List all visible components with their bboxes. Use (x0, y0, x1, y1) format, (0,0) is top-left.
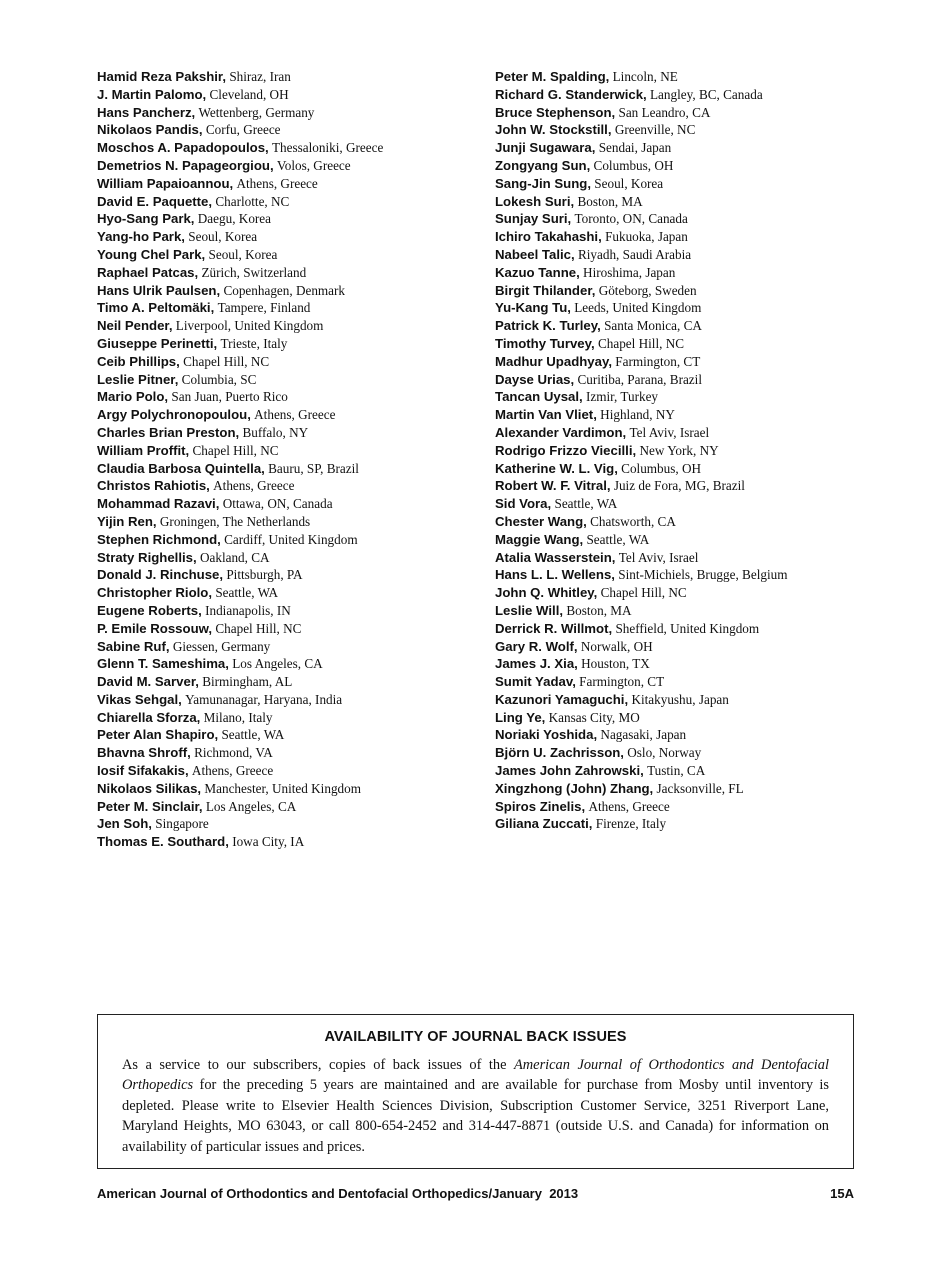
reviewer-name: Argy Polychronopoulou, (97, 407, 251, 423)
reviewer-name: Spiros Zinelis, (495, 798, 586, 814)
reviewer-location: Iowa City, IA (232, 834, 305, 850)
reviewer-entry (97, 762, 477, 780)
reviewer-name: Nikolaos Silikas, (97, 780, 202, 796)
reviewer-entry (97, 549, 477, 567)
reviewer-name: Demetrios N. Papageorgiou, (97, 157, 274, 173)
reviewer-name: Jen Soh, (97, 816, 152, 832)
reviewer-location: Athens, Greece (254, 407, 336, 423)
footer-journal-issue: American Journal of Orthodontics and Dentofacial Orthopedics/January 2013 (97, 1186, 579, 1201)
reviewer-location: Houston, TX (581, 656, 650, 672)
reviewer-location: Daegu, Korea (197, 211, 272, 227)
reviewer-entry (97, 246, 477, 264)
reviewer-entry (97, 744, 477, 762)
reviewer-location: Chapel Hill, NC (192, 442, 279, 458)
reviewer-entry (97, 673, 477, 691)
notice-title: AVAILABILITY OF JOURNAL BACK ISSUES (324, 1029, 627, 1045)
reviewer-name: William Papaioannou, (97, 175, 234, 191)
reviewer-location: Chapel Hill, NC (215, 620, 302, 636)
reviewer-location: Athens, Greece (213, 478, 295, 494)
reviewer-name: Ceib Phillips, (97, 353, 180, 369)
reviewer-entry (97, 68, 477, 86)
reviewer-entry (495, 691, 875, 709)
reviewer-entry (495, 104, 875, 122)
reviewer-name: Alexander Vardimon, (495, 424, 627, 440)
reviewer-location: Highland, NY (600, 407, 675, 423)
reviewer-name: Peter Alan Shapiro, (97, 727, 219, 743)
reviewer-entry (495, 424, 875, 442)
reviewer-entry (495, 68, 875, 86)
notice-text-before: As a service to our subscribers, copies of back issues of the (122, 1057, 514, 1073)
reviewer-name: David E. Paquette, (97, 193, 213, 209)
reviewer-location: Seoul, Korea (208, 246, 278, 262)
reviewer-location: Juiz de Fora, MG, Brazil (613, 478, 745, 494)
reviewer-entry (97, 264, 477, 282)
reviewer-entry (97, 406, 477, 424)
reviewer-list-right (495, 68, 875, 833)
reviewer-name: Claudia Barbosa Quintella, (97, 460, 265, 476)
reviewer-entry (495, 299, 875, 317)
reviewer-name: Madhur Upadhyay, (495, 353, 612, 369)
reviewer-entry (97, 620, 477, 638)
reviewer-entry (97, 210, 477, 228)
reviewer-location: Tel Aviv, Israel (618, 549, 699, 565)
reviewer-entry (97, 691, 477, 709)
reviewer-location: Seattle, WA (215, 585, 279, 601)
reviewer-entry (495, 655, 875, 673)
reviewer-name: Stephen Richmond, (97, 531, 221, 547)
reviewer-location: Seattle, WA (554, 496, 618, 512)
reviewer-location: Charlotte, NC (215, 193, 290, 209)
reviewer-name: Dayse Urias, (495, 371, 575, 387)
reviewer-entry (97, 193, 477, 211)
reviewer-location: Nagasaki, Japan (600, 727, 687, 743)
reviewer-location: Yamunanagar, Haryana, India (185, 691, 343, 707)
reviewer-name: John Q. Whitley, (495, 585, 598, 601)
reviewer-entry (495, 744, 875, 762)
reviewer-entry (495, 246, 875, 264)
reviewer-entry (97, 86, 477, 104)
reviewer-name: Yu-Kang Tu, (495, 300, 571, 316)
reviewer-location: Seoul, Korea (188, 229, 258, 245)
reviewer-location: Lincoln, NE (612, 69, 678, 84)
reviewer-name: Peter M. Sinclair, (97, 798, 203, 814)
reviewer-location: Göteborg, Sweden (598, 282, 697, 298)
reviewer-location: Athens, Greece (588, 798, 670, 814)
reviewer-location: Buffalo, NY (242, 424, 309, 440)
reviewer-entry (97, 228, 477, 246)
reviewer-name: William Proffit, (97, 442, 190, 458)
reviewer-location: Seattle, WA (586, 531, 650, 547)
reviewer-entry (97, 175, 477, 193)
reviewer-name: Glenn T. Sameshima, (97, 656, 229, 672)
reviewer-location: Indianapolis, IN (205, 602, 291, 618)
reviewer-name: David M. Sarver, (97, 674, 199, 690)
reviewer-location: San Leandro, CA (618, 104, 711, 120)
reviewer-entry (495, 620, 875, 638)
reviewer-name: Hans L. L. Wellens, (495, 567, 615, 583)
reviewer-name: Patrick K. Turley, (495, 318, 601, 334)
reviewer-location: Langley, BC, Canada (650, 86, 763, 102)
reviewer-location: Toronto, ON, Canada (574, 211, 688, 227)
reviewer-entry (495, 317, 875, 335)
reviewer-location: San Juan, Puerto Rico (171, 389, 288, 405)
reviewer-entry (97, 655, 477, 673)
reviewer-location: Chapel Hill, NC (597, 335, 685, 351)
reviewer-name: Chiarella Sforza, (97, 709, 201, 725)
reviewer-entry (97, 139, 477, 157)
reviewer-location: Copenhagen, Denmark (223, 282, 346, 298)
reviewer-name: Katherine W. L. Vig, (495, 460, 618, 476)
reviewer-location: Los Angeles, CA (232, 656, 323, 672)
notice-text (122, 1055, 829, 1157)
reviewer-name: Richard G. Standerwick, (495, 86, 647, 102)
reviewer-name: Leslie Will, (495, 602, 564, 618)
reviewer-name: Iosif Sifakakis, (97, 763, 189, 779)
reviewer-entry (97, 833, 477, 851)
reviewer-location: Groningen, The Netherlands (159, 513, 311, 529)
reviewer-entry (495, 602, 875, 620)
reviewer-entry (97, 815, 477, 833)
reviewer-entry (97, 371, 477, 389)
reviewer-entry (495, 193, 875, 211)
reviewer-name: Kazunori Yamaguchi, (495, 691, 629, 707)
reviewer-name: Charles Brian Preston, (97, 424, 240, 440)
reviewer-location: Cardiff, United Kingdom (224, 531, 358, 547)
reviewer-entry (97, 531, 477, 549)
reviewer-location: Oslo, Norway (627, 745, 702, 761)
reviewer-name: Ichiro Takahashi, (495, 229, 602, 245)
reviewer-entry (97, 566, 477, 584)
reviewer-location: Manchester, United Kingdom (204, 780, 361, 796)
reviewer-location: Columbia, SC (181, 371, 257, 387)
notice-journal-name: American Journal of Orthodontics and Dentofacial Orthopedics (122, 1057, 830, 1094)
reviewer-location: Chapel Hill, NC (183, 353, 270, 369)
reviewer-location: Firenze, Italy (595, 816, 667, 832)
reviewer-location: Singapore (155, 816, 209, 832)
reviewer-location: Birmingham, AL (202, 674, 293, 690)
reviewer-location: Columbus, OH (593, 157, 674, 173)
reviewer-name: J. Martin Palomo, (97, 86, 207, 102)
reviewer-name: Bhavna Shroff, (97, 745, 191, 761)
reviewer-name: Moschos A. Papadopoulos, (97, 140, 269, 156)
reviewer-entry (495, 139, 875, 157)
page-number: 15A (830, 1186, 854, 1201)
reviewer-name: John W. Stockstill, (495, 122, 612, 138)
reviewer-entry (97, 104, 477, 122)
reviewer-location: Santa Monica, CA (604, 318, 702, 334)
reviewer-location: Norwalk, OH (580, 638, 653, 654)
reviewer-location: Curitiba, Parana, Brazil (577, 371, 702, 387)
reviewer-entry (97, 299, 477, 317)
reviewer-name: Mohammad Razavi, (97, 496, 220, 512)
reviewer-location: Riyadh, Saudi Arabia (577, 246, 692, 262)
reviewer-entry (495, 371, 875, 389)
reviewer-location: New York, NY (639, 442, 719, 458)
reviewer-entry (495, 638, 875, 656)
reviewer-location: Leeds, United Kingdom (574, 300, 702, 316)
reviewer-entry (495, 798, 875, 816)
reviewer-entry (495, 495, 875, 513)
reviewer-name: Timo A. Peltomäki, (97, 300, 215, 316)
reviewer-entry (495, 815, 875, 833)
reviewer-name: Zongyang Sun, (495, 157, 591, 173)
reviewer-name: Atalia Wasserstein, (495, 549, 616, 565)
reviewer-name: Donald J. Rinchuse, (97, 567, 224, 583)
reviewer-location: Volos, Greece (276, 157, 351, 173)
reviewer-entry (495, 460, 875, 478)
reviewer-name: Christopher Riolo, (97, 585, 213, 601)
reviewer-location: Farmington, CT (615, 353, 701, 369)
reviewer-name: Sumit Yadav, (495, 674, 576, 690)
reviewer-entry (495, 566, 875, 584)
reviewer-entry (97, 335, 477, 353)
reviewer-location: Chatsworth, CA (590, 513, 676, 529)
reviewer-name: Vikas Sehgal, (97, 691, 182, 707)
reviewer-location: Athens, Greece (191, 763, 274, 779)
reviewer-name: Sang-Jin Sung, (495, 175, 591, 191)
reviewer-location: Giessen, Germany (172, 638, 271, 654)
reviewer-name: Leslie Pitner, (97, 371, 179, 387)
reviewer-location: Oakland, CA (199, 549, 270, 565)
reviewer-location: Tel Aviv, Israel (629, 424, 710, 440)
reviewer-name: Björn U. Zachrisson, (495, 745, 624, 761)
notice-text-after: for the preceding 5 years are maintained and are available for purchase from Mosby until inventory is depleted. Please write to Elsevier Health Sciences Division, Subscription Customer Service, 3251 Riverport Lane, Maryland Heights, MO 63043, or call 800-654-2452 and 314-447-8871 (outside U.S. and Canada) for information on availability of particular issues and prices. (122, 1077, 829, 1155)
reviewer-location: Sendai, Japan (598, 140, 672, 156)
reviewer-name: Thomas E. Southard, (97, 834, 229, 850)
reviewer-name: Nikolaos Pandis, (97, 122, 203, 138)
reviewer-entry (97, 798, 477, 816)
reviewer-entry (495, 531, 875, 549)
reviewer-location: Izmir, Turkey (586, 389, 659, 405)
reviewer-entry (97, 442, 477, 460)
reviewer-entry (495, 388, 875, 406)
reviewer-location: Zürich, Switzerland (201, 264, 307, 280)
reviewer-name: Neil Pender, (97, 318, 173, 334)
reviewer-location: Ottawa, ON, Canada (222, 496, 333, 512)
reviewer-location: Cleveland, OH (209, 86, 289, 102)
reviewer-entry (97, 726, 477, 744)
reviewer-entry (97, 388, 477, 406)
reviewer-entry (495, 175, 875, 193)
reviewer-name: Raphael Patcas, (97, 264, 199, 280)
reviewer-entry (97, 282, 477, 300)
reviewer-location: Seattle, WA (221, 727, 285, 743)
reviewer-name: Nabeel Talic, (495, 246, 575, 262)
reviewer-location: Seoul, Korea (594, 175, 664, 191)
reviewer-name: Straty Righellis, (97, 549, 197, 565)
reviewer-entry (495, 673, 875, 691)
reviewer-entry (495, 780, 875, 798)
reviewer-entry (495, 584, 875, 602)
reviewer-entry (495, 282, 875, 300)
reviewer-name: Noriaki Yoshida, (495, 727, 598, 743)
reviewer-entry (495, 549, 875, 567)
reviewer-name: Birgit Thilander, (495, 282, 596, 298)
reviewer-name: Lokesh Suri, (495, 193, 575, 209)
reviewer-name: Eugene Roberts, (97, 602, 202, 618)
reviewer-location: Tustin, CA (647, 763, 706, 779)
reviewer-entry (495, 477, 875, 495)
reviewer-location: Columbus, OH (621, 460, 702, 476)
reviewer-entry (495, 86, 875, 104)
reviewer-entry (495, 406, 875, 424)
reviewer-name: Peter M. Spalding, (495, 69, 610, 84)
reviewer-location: Thessaloniki, Greece (272, 140, 384, 156)
reviewer-location: Richmond, VA (194, 745, 273, 761)
reviewer-name: Xingzhong (John) Zhang, (495, 780, 654, 796)
reviewer-name: Hans Ulrik Paulsen, (97, 282, 221, 298)
reviewer-entry (495, 157, 875, 175)
reviewer-name: Hans Pancherz, (97, 104, 196, 120)
reviewer-entry (495, 210, 875, 228)
reviewer-entry (97, 709, 477, 727)
reviewer-location: Jacksonville, FL (656, 780, 744, 796)
reviewer-location: Kansas City, MO (548, 709, 640, 725)
reviewer-name: Giuseppe Perinetti, (97, 335, 218, 351)
reviewer-name: Yijin Ren, (97, 513, 157, 529)
reviewer-location: Milano, Italy (203, 709, 273, 725)
reviewer-entry (495, 762, 875, 780)
reviewer-entry (97, 602, 477, 620)
reviewer-name: Yang-ho Park, (97, 229, 185, 245)
reviewer-location: Athens, Greece (236, 175, 318, 191)
reviewer-name: Young Chel Park, (97, 246, 206, 262)
reviewer-location: Pittsburgh, PA (226, 567, 303, 583)
reviewer-name: Timothy Turvey, (495, 335, 595, 351)
reviewer-entry (495, 442, 875, 460)
reviewer-name: Chester Wang, (495, 513, 587, 529)
reviewer-entry (495, 228, 875, 246)
reviewer-entry (97, 477, 477, 495)
reviewer-name: Sunjay Suri, (495, 211, 572, 227)
reviewer-location: Tampere, Finland (217, 300, 311, 316)
reviewer-list-left (97, 68, 477, 851)
reviewer-location: Trieste, Italy (220, 335, 288, 351)
reviewer-location: Sheffield, United Kingdom (615, 620, 760, 636)
reviewer-entry (97, 460, 477, 478)
reviewer-entry (495, 353, 875, 371)
reviewer-location: Chapel Hill, NC (600, 585, 687, 601)
reviewer-entry (97, 317, 477, 335)
reviewer-location: Shiraz, Iran (229, 69, 291, 84)
reviewer-name: Rodrigo Frizzo Viecilli, (495, 442, 637, 458)
reviewer-name: James J. Xia, (495, 656, 578, 672)
reviewer-name: Sid Vora, (495, 496, 552, 512)
reviewer-entry (97, 424, 477, 442)
reviewer-entry (495, 264, 875, 282)
reviewer-name: Junji Sugawara, (495, 140, 596, 156)
reviewer-name: Tancan Uysal, (495, 389, 583, 405)
reviewer-name: Ling Ye, (495, 709, 546, 725)
reviewer-entry (495, 335, 875, 353)
reviewer-entry (97, 780, 477, 798)
reviewer-location: Los Angeles, CA (205, 798, 297, 814)
back-issues-notice (97, 1014, 854, 1169)
reviewer-name: Maggie Wang, (495, 531, 584, 547)
reviewer-location: Sint-Michiels, Brugge, Belgium (618, 567, 788, 583)
reviewer-location: Boston, MA (577, 193, 643, 209)
reviewer-location: Corfu, Greece (205, 122, 281, 138)
reviewer-location: Bauru, SP, Brazil (268, 460, 359, 476)
reviewer-entry (97, 121, 477, 139)
reviewer-location: Kitakyushu, Japan (631, 691, 729, 707)
reviewer-name: P. Emile Rossouw, (97, 620, 213, 636)
page-footer (97, 1186, 854, 1201)
reviewer-entry (97, 584, 477, 602)
reviewer-entry (495, 726, 875, 744)
reviewer-name: Gary R. Wolf, (495, 638, 578, 654)
reviewer-name: Robert W. F. Vitral, (495, 478, 611, 494)
reviewer-entry (97, 513, 477, 531)
reviewer-name: Kazuo Tanne, (495, 264, 580, 280)
reviewer-entry (495, 513, 875, 531)
reviewer-name: Derrick R. Willmot, (495, 620, 613, 636)
reviewer-name: Bruce Stephenson, (495, 104, 616, 120)
reviewer-entry (97, 157, 477, 175)
reviewer-location: Hiroshima, Japan (583, 264, 676, 280)
reviewer-entry (495, 121, 875, 139)
reviewer-location: Fukuoka, Japan (605, 229, 688, 245)
reviewer-name: James John Zahrowski, (495, 763, 644, 779)
reviewer-name: Hyo-Sang Park, (97, 211, 195, 227)
reviewer-entry (97, 495, 477, 513)
reviewer-location: Farmington, CT (579, 674, 665, 690)
reviewer-location: Wettenberg, Germany (198, 104, 315, 120)
reviewer-name: Sabine Ruf, (97, 638, 170, 654)
reviewer-location: Liverpool, United Kingdom (175, 318, 324, 334)
reviewer-name: Mario Polo, (97, 389, 169, 405)
reviewer-entry (495, 709, 875, 727)
reviewer-name: Christos Rahiotis, (97, 478, 210, 494)
reviewer-location: Boston, MA (566, 602, 632, 618)
reviewer-name: Martin Van Vliet, (495, 407, 597, 423)
reviewer-entry (97, 638, 477, 656)
reviewer-location: Greenville, NC (614, 122, 696, 138)
reviewer-entry (97, 353, 477, 371)
reviewer-name: Giliana Zuccati, (495, 816, 593, 832)
reviewer-name: Hamid Reza Pakshir, (97, 69, 227, 84)
